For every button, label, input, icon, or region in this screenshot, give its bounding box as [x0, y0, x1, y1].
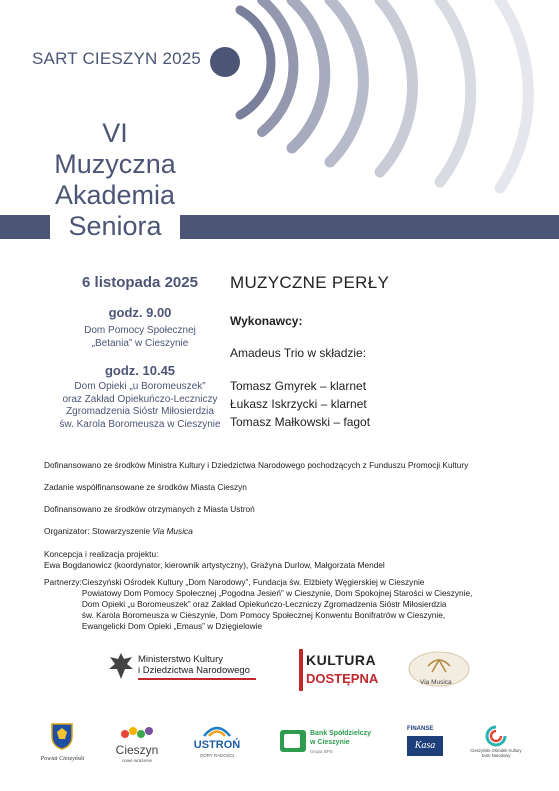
eagle-icon	[108, 651, 134, 681]
festival-name: SART CIESZYN 2025	[32, 49, 202, 68]
ministry-line: Ministerstwo Kultury	[138, 654, 223, 665]
cok-line: Cieszyński Ośrodek Kultury	[470, 748, 522, 753]
ustron-mountains-icon	[202, 724, 232, 738]
cieszyn-logo	[112, 726, 162, 770]
funding-ustron: Dofinansowano ze środków otrzymanych z Miasta Ustroń	[44, 504, 255, 514]
concept	[44, 549, 524, 571]
event-title	[0, 118, 230, 242]
venue-second-line: oraz Zakład Opiekuńczo-Leczniczy	[62, 393, 218, 405]
funding-ministry: Dofinansowano ze środków Ministra Kultury i Dziedzictwa Narodowego pochodzących z Funduszu Promocji Kultury	[44, 460, 469, 470]
partners	[44, 577, 544, 632]
ensemble-name: Amadeus Trio w składzie:	[230, 346, 367, 360]
member-item: Tomasz Gmyrek – klarnet	[230, 379, 367, 393]
finanse-kasa-logo	[407, 726, 443, 760]
partners-label: Partnerzy:	[44, 577, 82, 587]
ustron-text: USTROŃ	[193, 739, 241, 751]
venue-first-line: Dom Pomocy Społecznej	[84, 325, 196, 336]
venue-second-line: Dom Opieki „u Boromeuszek”	[74, 381, 206, 392]
title-line-2: Muzyczna	[54, 149, 176, 179]
finanse-text: FINANSE	[407, 726, 434, 732]
cok-swirl-icon	[485, 725, 507, 747]
via-musica-logo	[406, 650, 472, 690]
wave-arc-4	[330, 0, 363, 162]
partners-line: Powiatowy Dom Pomocy Społecznej „Pogodna Jesień” w Cieszynie, Dom Spokojnej Starości w Cieszynie,	[81, 588, 473, 598]
powiat-text: Powiat Cieszyński	[40, 756, 85, 762]
ustron-logo	[192, 724, 242, 768]
time-first: godz. 9.00	[108, 305, 172, 320]
organizer-prefix: Organizator: Stowarzyszenie	[44, 526, 153, 536]
header-band-right	[180, 215, 559, 239]
member-item: Łukasz Iskrzycki – klarnet	[230, 397, 367, 411]
ministry-logo	[108, 651, 258, 683]
powiat-logo	[35, 722, 90, 770]
via-musica-text: Via Musica	[420, 679, 452, 686]
cieszyn-dots-icon	[120, 726, 154, 742]
venue-first-line: „Betania” w Cieszynie	[91, 337, 189, 349]
cok-line: Dom Narodowy	[481, 753, 511, 758]
title-line-3: Akademia	[54, 180, 176, 210]
ustron-tagline: GÓRY RADOŚCI	[199, 753, 235, 758]
partners-line: św. Karola Boromeusza w Cieszynie, Dom Pomocy Społecznej Konwentu Bonifratrów w Cieszynie,	[81, 610, 446, 620]
kultura-word: KULTURA	[306, 652, 377, 668]
partners-line: Dom Opieki „u Boromeuszek” oraz Zakład Opiekuńczo-Leczniczy Zgromadzenia Sióstr Miłosierdzia	[81, 599, 447, 609]
time-second: godz. 10.45	[104, 363, 176, 378]
performers-label: Wykonawcy:	[230, 314, 303, 328]
funding-cieszyn: Zadanie współfinansowane ze środków Miasta Cieszyn	[44, 482, 247, 492]
concert-title: MUZYCZNE PERŁY	[230, 273, 390, 292]
wave-arc-5	[380, 0, 413, 172]
venue-second-line: Zgromadzenia Sióstr Miłosierdzia	[66, 406, 214, 417]
concept-label: Koncepcja i realizacja projektu:	[44, 549, 159, 559]
concept-people: Ewa Bogdanowicz (koordynator, kierownik artystyczny), Grażyna Durlow, Małgorzata Mendel	[44, 560, 385, 570]
wave-arc-1	[240, 10, 271, 115]
organizer	[44, 526, 524, 537]
bank-line: Bank Spółdzielczy	[310, 730, 372, 737]
organizer-name: Via Musica	[152, 526, 193, 536]
ministry-line: i Dziedzictwa Narodowego	[138, 665, 250, 676]
dostepna-word: DOSTĘPNA	[306, 671, 379, 686]
wave-arc-6	[440, 0, 471, 182]
partners-line: Cieszyński Ośrodek Kultury „Dom Narodowy”, Fundacja św. Elżbiety Węgierskiej w Cieszynie	[81, 577, 425, 587]
bank-group: Grupa BPS	[310, 749, 333, 754]
members-list	[230, 377, 370, 431]
partners-line: Ewangelicki Dom Opieki „Emaus” w Dzięgielowie	[81, 621, 263, 631]
cieszyn-tagline: nowe wrażenie	[121, 758, 153, 763]
kultura-dostepna-logo	[299, 649, 379, 691]
title-line-1: VI	[102, 118, 128, 148]
venue-second-line: św. Karola Boromeusza w Cieszynie	[59, 418, 221, 430]
bank-line: w Cieszynie	[310, 738, 350, 746]
title-line-4: Seniora	[68, 211, 162, 241]
ministry-underline	[138, 678, 256, 680]
coat-of-arms-icon	[50, 722, 74, 750]
event-date: 6 listopada 2025	[82, 274, 198, 291]
cieszyn-text: Cieszyn	[115, 743, 159, 757]
kasa-text: Kasa	[407, 736, 443, 756]
cok-logo	[466, 725, 526, 765]
wave-arc-7	[500, 0, 528, 188]
partners-list	[82, 577, 473, 632]
bank-logo	[280, 728, 380, 758]
member-item: Tomasz Małkowski – fagot	[230, 415, 371, 429]
wave-dot	[210, 47, 240, 77]
